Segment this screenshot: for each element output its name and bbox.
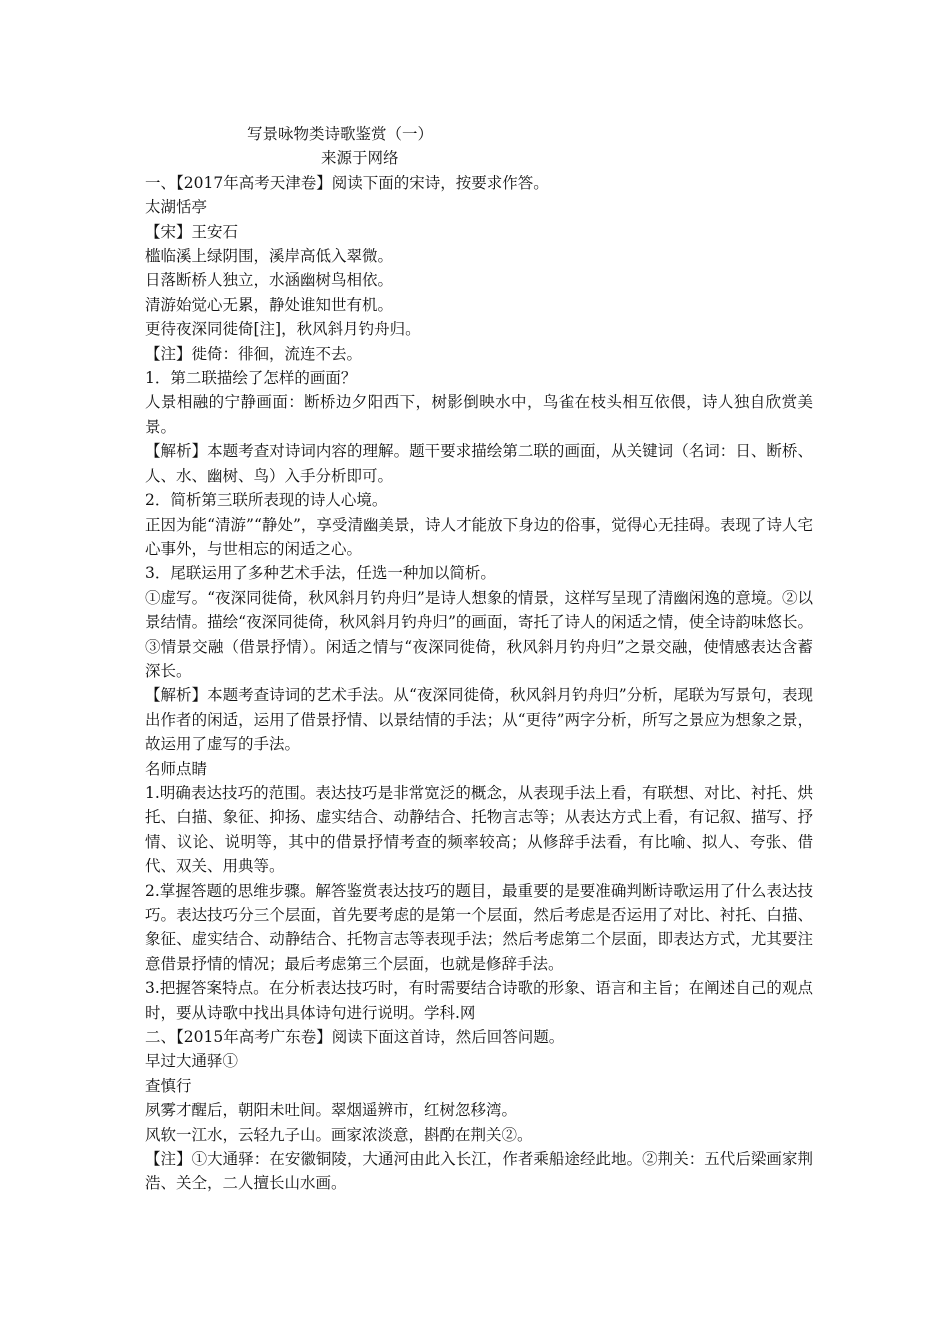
poem-2-line: 风软一江水，云轻九子山。画家浓淡意，斟酌在荆关②。 [145, 1125, 533, 1144]
section-1-heading: 一、【2017年高考天津卷】阅读下面的宋诗，按要求作答。 [145, 173, 549, 192]
section-2-heading: 二、【2015年高考广东卷】阅读下面这首诗，然后回答问题。 [145, 1028, 565, 1047]
poem-1-title: 太湖恬亭 [145, 198, 208, 217]
tip-1: 1.明确表达技巧的范围。表达技巧是非常宽泛的概念，从表现手法上看，有联想、对比、衬托、烘托、白描、象征、抑扬、虚实结合、动静结合、托物言志等；从表达方式上看，有记叙、描写、抒情、议论、说明等，其中的借景抒情考查的频率较高；从修辞手法看，有比喻、拟人、夸张、借代、双关、用典等。 [145, 783, 813, 876]
answer-2: 正因为能“清游”“静处”，享受清幽美景，诗人才能放下身边的俗事，觉得心无挂碍。表现了诗人宅心事外，与世相忘的闲适之心。 [145, 515, 813, 558]
tip-3: 3.把握答案特点。在分析表达技巧时，有时需要结合诗歌的形象、语言和主旨；在阐述自己的观点时，要从诗歌中找出具体诗句进行说明。学科.网 [145, 979, 813, 1022]
document-source: 来源于网络 [321, 149, 399, 168]
poem-2-author: 查慎行 [145, 1076, 192, 1095]
document-title: 写景咏物类诗歌鉴赏（一） [247, 125, 434, 143]
question-2: 2．简析第三联所表现的诗人心境。 [145, 491, 388, 510]
analysis-3: 【解析】本题考查诗词的艺术手法。从“夜深同徙倚，秋风斜月钓舟归”分析，尾联为写景句，表现出作者的闲适，运用了借景抒情、以景结情的手法；从“更待”两字分析，所写之景应为想象之景，故运用了虚写的手法。 [145, 686, 813, 754]
document-page [145, 122, 813, 1196]
poem-1-line: 清游始觉心无累，静处谁知世有机。 [145, 295, 394, 314]
poem-1-note: 【注】徙倚：徘徊，流连不去。 [145, 344, 363, 363]
answer-3: ①虚写。“夜深同徙倚，秋风斜月钓舟归”是诗人想象的情景，这样写呈现了清幽闲逸的意境。②以景结情。描绘“夜深同徙倚，秋风斜月钓舟归”的画面，寄托了诗人的闲适之情，使全诗韵味悠长。③情景交融（借景抒情）。闲适之情与“夜深同徙倚，秋风斜月钓舟归”之景交融，使情感表达含蓄深长。 [145, 588, 813, 680]
answer-1: 人景相融的宁静画面：断桥边夕阳西下，树影倒映水中，鸟雀在枝头相互依偎，诗人独自欣赏美景。 [145, 393, 813, 436]
poem-2-note: 【注】①大通驿：在安徽铜陵，大通河由此入长江，作者乘船途经此地。②荆关：五代后梁画家荆浩、关仝，二人擅长山水画。 [145, 1150, 813, 1193]
poem-2-line: 夙雾才醒后，朝阳未吐间。翠烟遥辨市，红树忽移湾。 [145, 1101, 518, 1120]
poem-1-line: 更待夜深同徙倚[注]，秋风斜月钓舟归。 [145, 320, 421, 339]
question-3: 3．尾联运用了多种艺术手法，任选一种加以简析。 [145, 564, 496, 583]
poem-2-title: 早过大通驿① [145, 1052, 239, 1071]
tips-heading: 名师点睛 [145, 759, 208, 778]
analysis-1: 【解析】本题考查对诗词内容的理解。题干要求描绘第二联的画面，从关键词（名词：日、断桥、人、水、幽树、鸟）入手分析即可。 [145, 442, 813, 485]
poem-1-line: 日落断桥人独立，水涵幽树鸟相依。 [145, 271, 394, 290]
question-1: 1．第二联描绘了怎样的画面？ [145, 369, 357, 388]
poem-1-line: 槛临溪上绿阴围，溪岸高低入翠微。 [145, 247, 394, 266]
poem-1-author: 【宋】王安石 [145, 222, 239, 241]
tip-2: 2.掌握答题的思维步骤。解答鉴赏表达技巧的题目，最重要的是要准确判断诗歌运用了什么表达技巧。表达技巧分三个层面，首先要考虑的是第一个层面，然后考虑是否运用了对比、衬托、白描、象征、虚实结合、动静结合、托物言志等表现手法；然后考虑第二个层面，即表达方式，尤其要注意借景抒情的情况；最后考虑第三个层面，也就是修辞手法。 [145, 881, 813, 973]
